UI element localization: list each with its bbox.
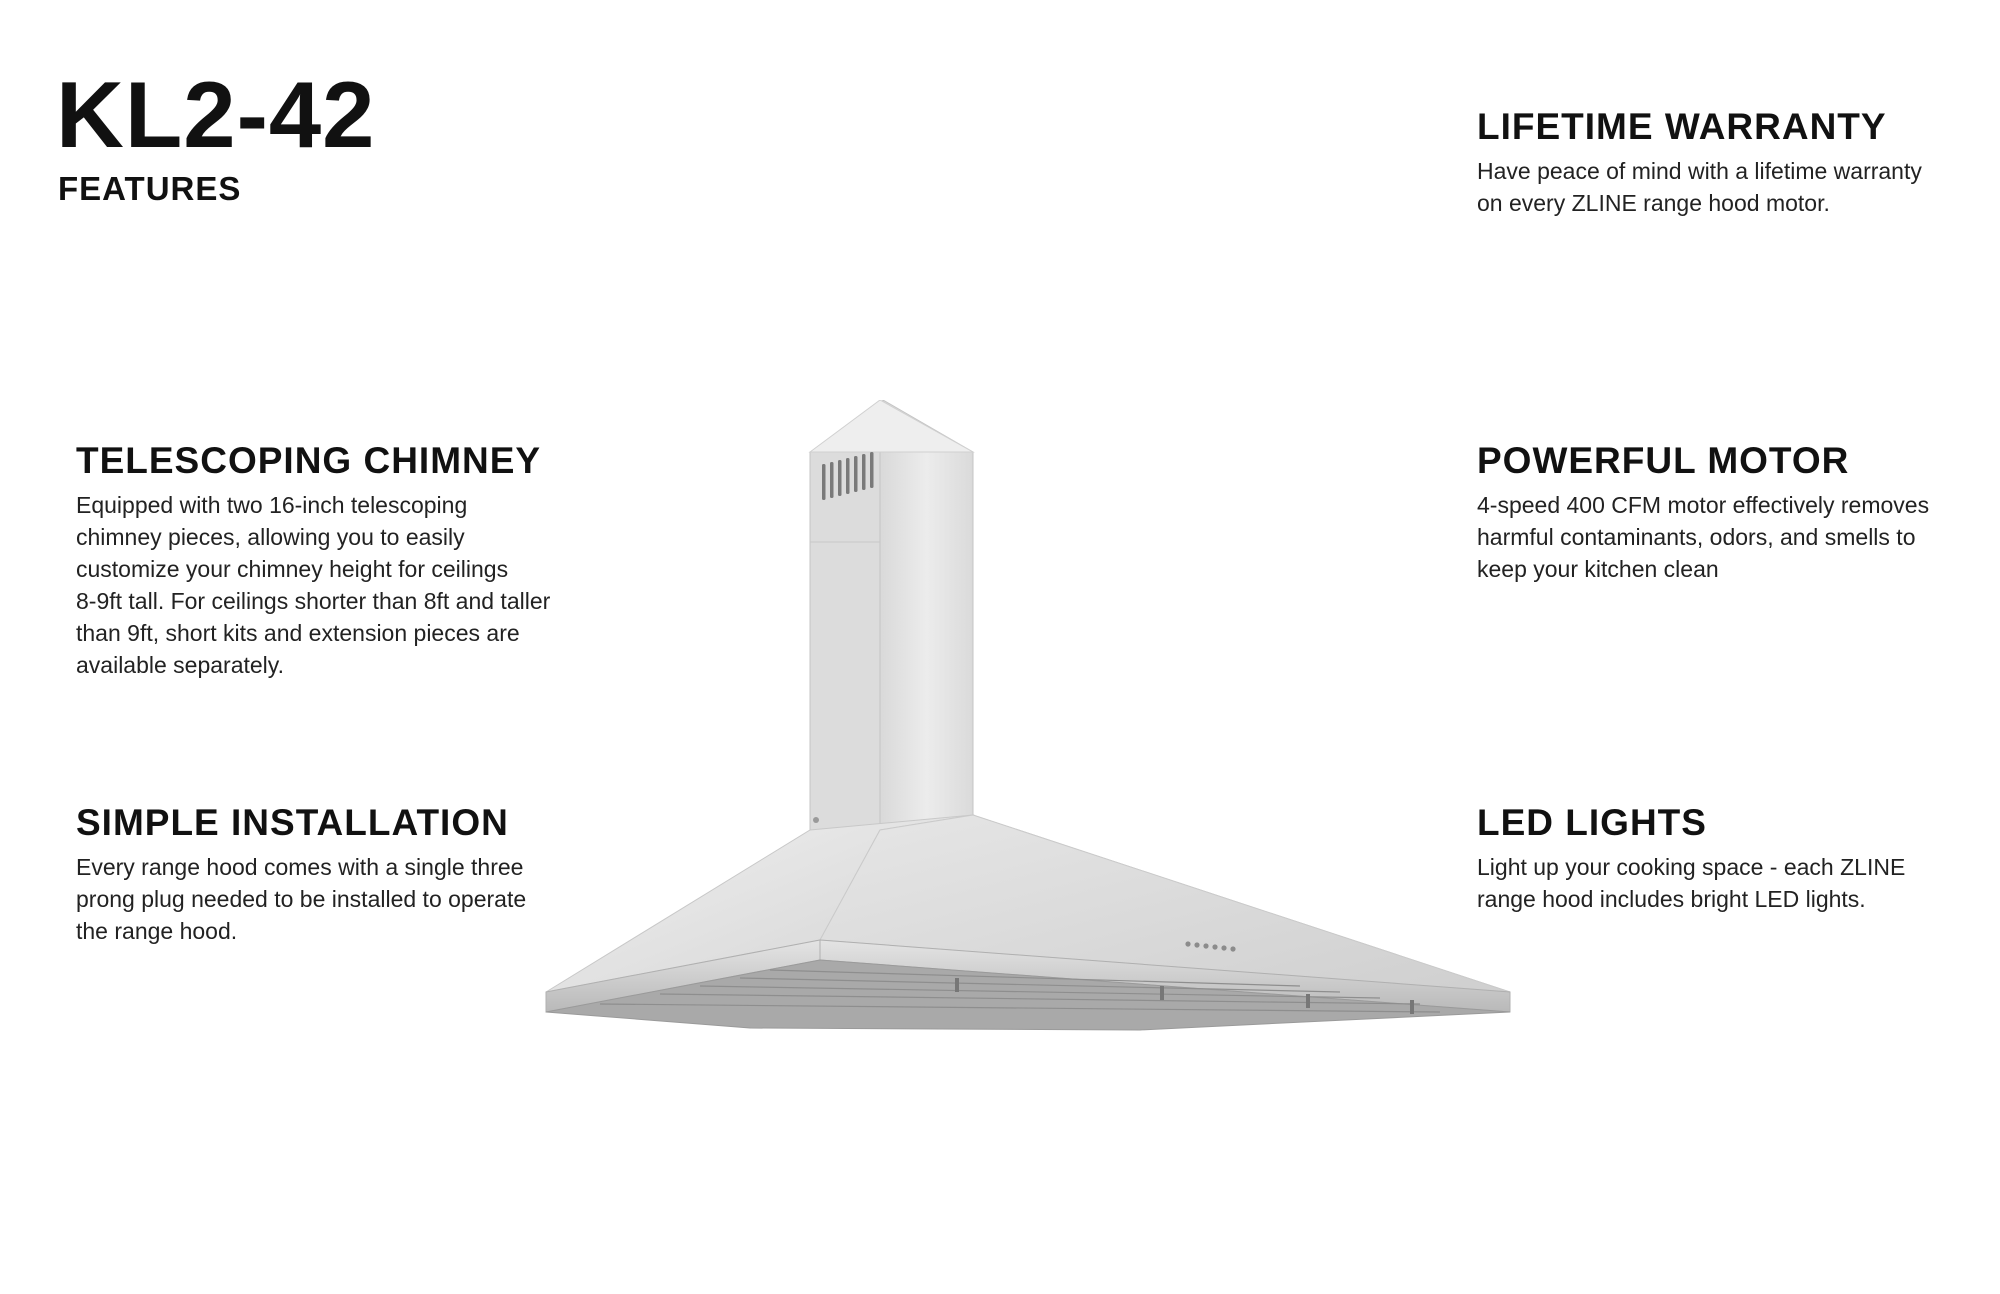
feature-title: LIFETIME WARRANTY (1477, 106, 1887, 147)
description-line: keep your kitchen clean (1477, 555, 1719, 582)
feature-telescoping-chimney (76, 440, 576, 681)
description-line: chimney pieces, allowing you to easily (76, 523, 465, 550)
description-line: 4-speed 400 CFM motor effectively removes (1477, 491, 1930, 518)
feature-simple-installation (76, 802, 556, 947)
feature-powerful-motor (1477, 440, 1957, 585)
chimney-left-wall (810, 452, 880, 830)
chimney-cap (810, 400, 973, 452)
description-line: range hood includes bright LED lights. (1477, 885, 1866, 912)
description-line: on every ZLINE range hood motor. (1477, 189, 1830, 216)
feature-title: POWERFUL MOTOR (1477, 440, 1850, 481)
description-line: Equipped with two 16-inch telescoping (76, 491, 468, 518)
feature-description (1477, 851, 1957, 915)
description-line: prong plug needed to be installed to operate (76, 885, 527, 912)
chimney-right-wall (880, 452, 973, 830)
feature-title: TELESCOPING CHIMNEY (76, 440, 542, 481)
feature-title: LED LIGHTS (1477, 802, 1707, 843)
description-line: Have peace of mind with a lifetime warranty (1477, 157, 1922, 184)
description-line: customize your chimney height for ceilings (76, 555, 509, 582)
chimney-screw (813, 817, 819, 823)
feature-description (1477, 155, 1957, 219)
feature-description (1477, 489, 1957, 585)
model-title: KL2-42 (56, 62, 376, 167)
description-line: the range hood. (76, 917, 238, 944)
feature-lifetime-warranty (1477, 106, 1957, 219)
description-line: harmful contaminants, odors, and smells to (1477, 523, 1916, 550)
description-line: Every range hood comes with a single three (76, 853, 524, 880)
feature-led-lights (1477, 802, 1957, 915)
range-hood-image (540, 400, 1520, 1060)
description-line: available separately. (76, 651, 284, 678)
description-line: than 9ft, short kits and extension pieces are (76, 619, 520, 646)
features-subtitle: FEATURES (58, 170, 242, 207)
description-line: Light up your cooking space - each ZLINE (1477, 853, 1906, 880)
feature-description (76, 489, 576, 681)
feature-title: SIMPLE INSTALLATION (76, 802, 509, 843)
feature-description (76, 851, 556, 947)
description-line: 8-9ft tall. For ceilings shorter than 8ft and taller (76, 587, 551, 614)
